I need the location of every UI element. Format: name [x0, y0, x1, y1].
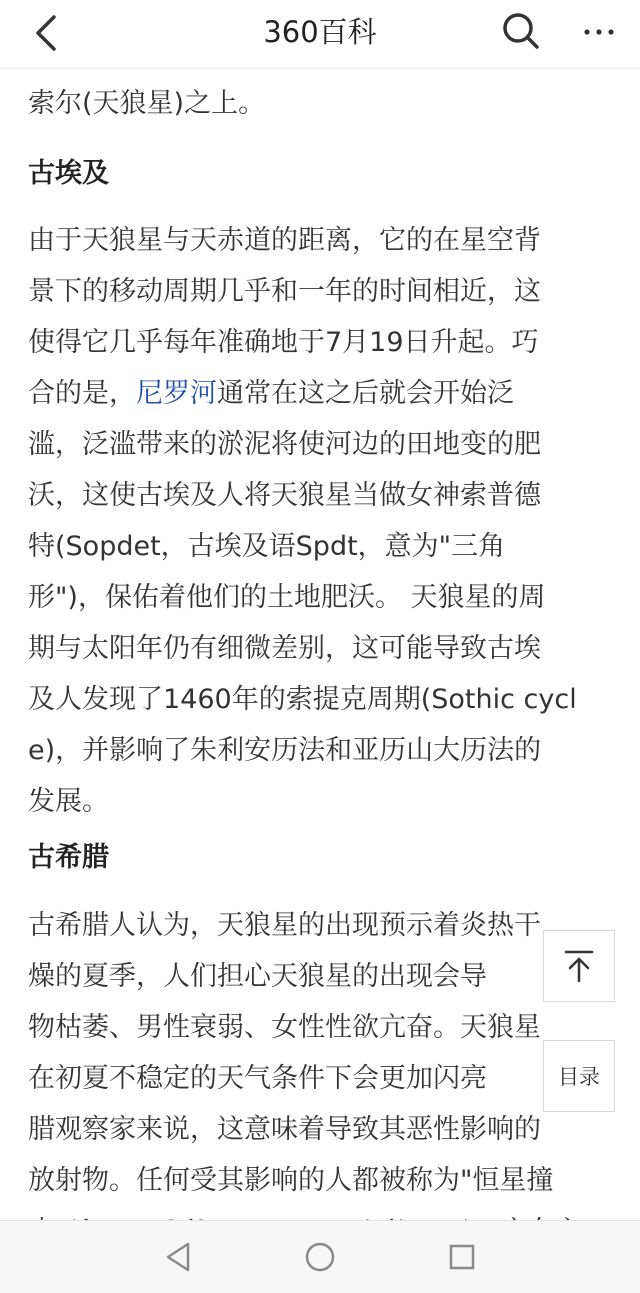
text-line — [28, 368, 612, 419]
text-line: 古希腊人认为，天狼星的出现预示着炎热干 — [28, 910, 541, 941]
text-line: 使得它几乎每年准确地于7月19日升起。巧 — [28, 327, 539, 358]
text-line: e)，并影响了朱利安历法和亚历山大历法的 — [28, 735, 542, 766]
back-to-top-button[interactable] — [543, 930, 615, 1002]
toc-label: 目录 — [558, 1065, 600, 1089]
previous-text-fragment: 索尔(天狼星)之上。 — [28, 88, 266, 119]
text-line: 物枯萎、男性衰弱、女性性欲亢奋。天狼星 — [28, 1012, 541, 1043]
paragraph-ancient-greece — [28, 900, 612, 1257]
text-segment: 通常在这之后就会开始泛 — [217, 378, 514, 409]
text-line: 滥，泛滥带来的淤泥将使河边的田地变的肥 — [28, 429, 541, 460]
system-navigation-bar — [0, 1220, 640, 1293]
paragraph-ancient-egypt — [28, 215, 612, 827]
circle-home-icon[interactable] — [302, 1239, 338, 1275]
arrow-up-to-top-icon — [562, 948, 596, 984]
square-recents-icon[interactable] — [444, 1239, 480, 1275]
text-line: 沃，这使古埃及人将天狼星当做女神索普德 — [28, 480, 541, 511]
section-heading-ancient-egypt: 古埃及 — [28, 158, 109, 189]
text-line: 发展。 — [28, 786, 109, 817]
text-line: 形")，保佑着他们的土地肥沃。 天狼星的周 — [28, 582, 546, 613]
text-line: 在初夏不稳定的天气条件下会更加闪亮 — [28, 1063, 487, 1094]
nile-river-link[interactable]: 尼罗河 — [136, 378, 217, 409]
section-heading-ancient-greece: 古希腊 — [28, 842, 109, 873]
text-segment: 合的是， — [28, 378, 136, 409]
text-line: 及人发现了1460年的索提克周期(Sothic cycl — [28, 684, 577, 715]
text-line: 特(Sopdet，古埃及语Spdt，意为"三角 — [28, 531, 506, 562]
text-line: 由于天狼星与天赤道的距离，它的在星空背 — [28, 225, 541, 256]
text-line: 景下的移动周期几乎和一年的时间相近，这 — [28, 276, 541, 307]
top-app-bar — [0, 0, 640, 69]
more-horizontal-icon[interactable] — [578, 14, 620, 50]
text-line: 腊观察家来说，这意味着导致其恶性影响的 — [28, 1114, 541, 1145]
text-line: 期与太阳年仍有细微差别，这可能导致古埃 — [28, 633, 541, 664]
page-title: 360百科 — [263, 15, 377, 49]
text-line: 放射物。任何受其影响的人都被称为"恒星撞 — [28, 1165, 554, 1196]
triangle-back-icon[interactable] — [160, 1239, 196, 1275]
search-icon[interactable] — [500, 10, 542, 52]
toc-button[interactable] — [543, 1040, 615, 1112]
text-line: 燥的夏季，人们担心天狼星的出现会导 — [28, 961, 487, 992]
